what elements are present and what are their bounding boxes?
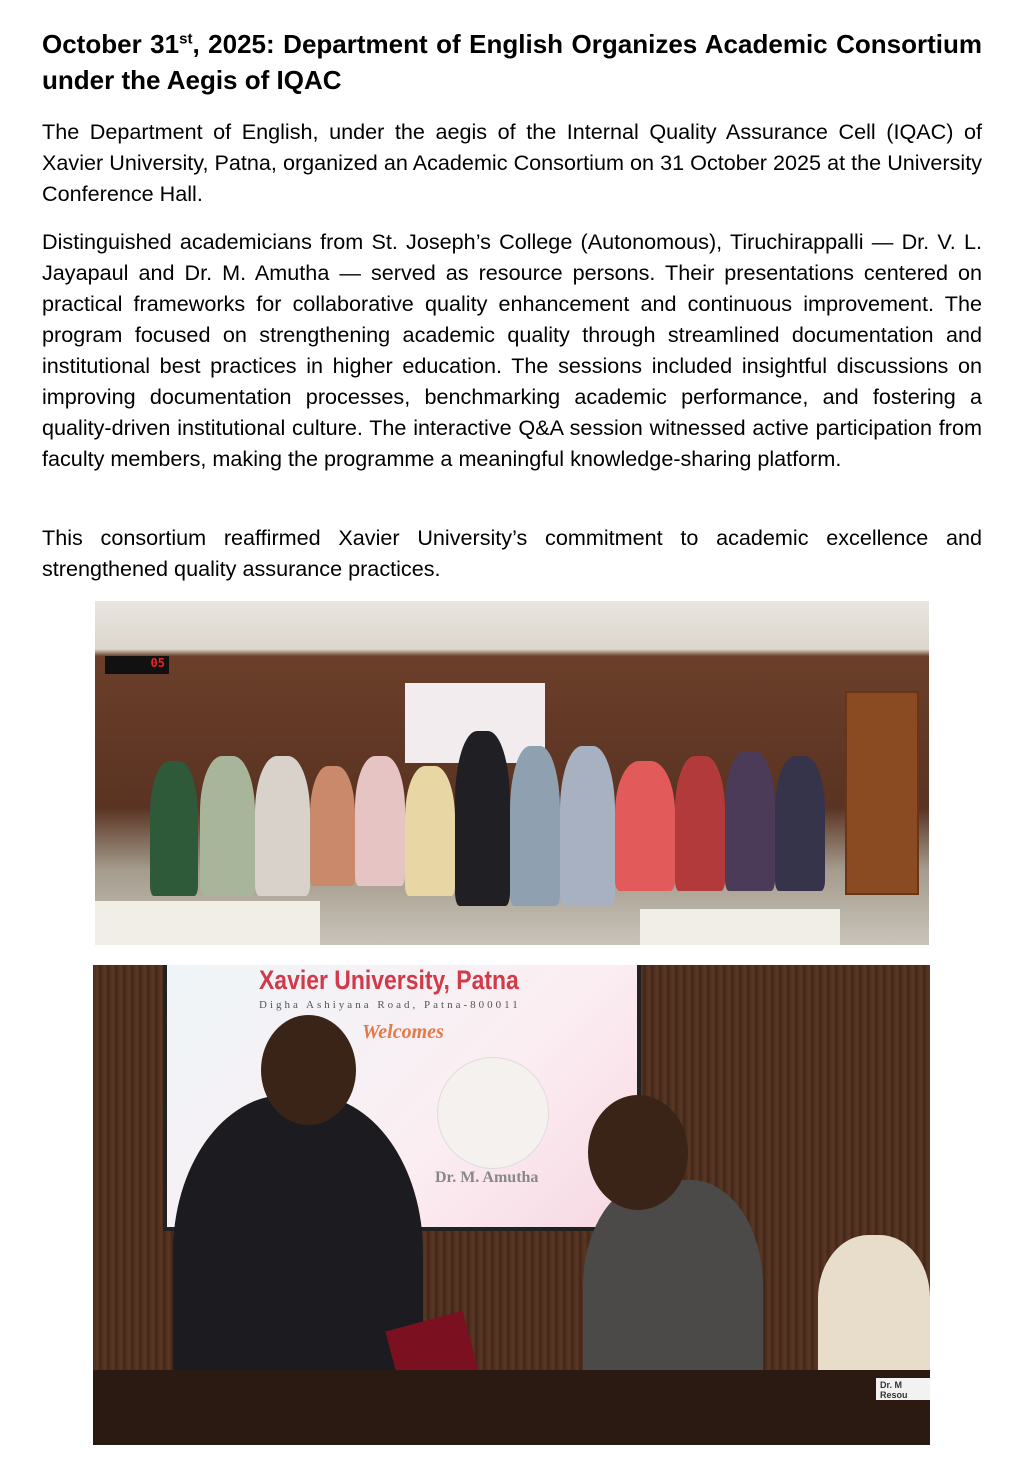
- title-date: October 31: [42, 29, 180, 59]
- screen-address: Digha Ashiyana Road, Patna-800011: [259, 999, 521, 1011]
- seated-person: [818, 1235, 930, 1375]
- paragraph-conclusion: This consortium reaffirmed Xavier University’s commitment to academic excellence and strengthened quality assurance practices.: [42, 525, 982, 581]
- title-date-suffix: st: [179, 30, 193, 48]
- nameplate: Dr. M Resou: [876, 1378, 930, 1400]
- person-right-head: [588, 1095, 688, 1210]
- screen-welcome: Welcomes: [362, 1021, 444, 1043]
- paragraph-intro: The Department of English, under the aegis of the Internal Quality Assurance Cell (IQAC) of Xavier University, Patna, organized an Academic Consortium on 31 October 2025 at the University Conference Hall.: [42, 119, 982, 206]
- article-title: [42, 26, 982, 98]
- group-of-people: [145, 731, 835, 921]
- screen-heading: Xavier University, Patna: [259, 965, 519, 995]
- felicitation-photo: [93, 965, 930, 1445]
- wooden-door: [845, 691, 919, 895]
- table-right: [640, 909, 840, 945]
- speaker-portrait: [437, 1057, 549, 1169]
- table-left: [95, 901, 320, 945]
- screen-speaker-name: Dr. M. Amutha: [435, 1169, 539, 1186]
- dais-table: [93, 1370, 930, 1445]
- paragraph-details: Distinguished academicians from St. Joseph’s College (Autonomous), Tiruchirappalli — Dr. V. L. Jayapaul and Dr. M. Amutha — served as resource persons. Their presentations centered on practical frameworks for collaborative quality enhancement and continuous improvement. The program focused on strengthening academic quality through streamlined documentation and institutional best practices in higher education. The sessions included insightful discussions on improving documentation processes, benchmarking academic performance, and fostering a quality-driven institutional culture. The interactive Q&A session witnessed active participation from faculty members, making the programme a meaningful knowledge-sharing platform.: [42, 229, 982, 471]
- group-photo: [95, 601, 929, 945]
- wall-clock: 05: [105, 656, 169, 674]
- person-left-head: [261, 1015, 356, 1125]
- title-text: , 2025: Department of English Organizes Academic Consortium under the Aegis of IQAC: [42, 29, 982, 95]
